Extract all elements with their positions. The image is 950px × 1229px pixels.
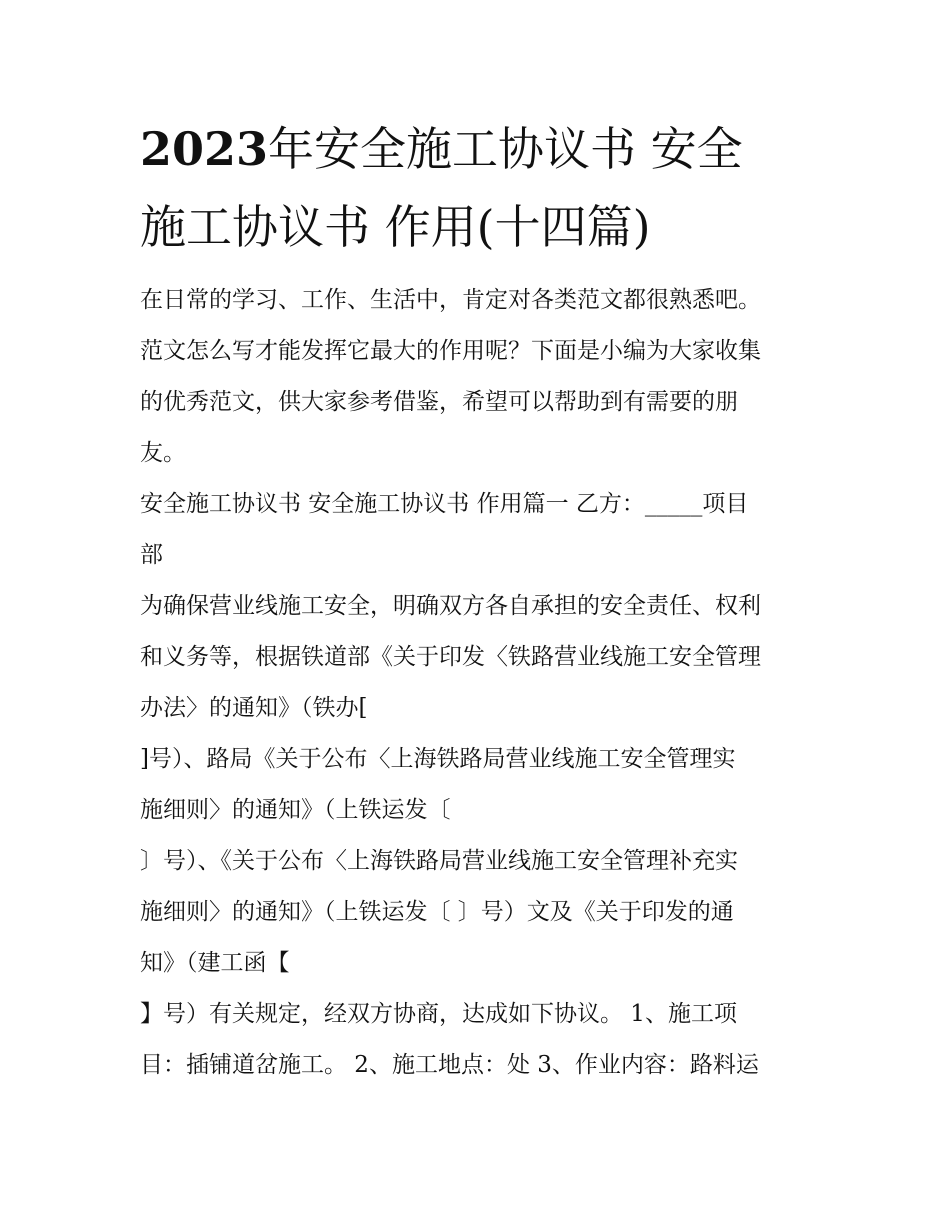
- title-line: [140, 117, 743, 195]
- body-line: 和义务等，根据铁道部《关于印发〈铁路营业线施工安全管理: [140, 644, 761, 670]
- body-line: 在日常的学习、工作、生活中，肯定对各类范文都很熟悉吧。: [140, 287, 761, 313]
- body-line: 部: [140, 542, 163, 568]
- title-line: [140, 195, 743, 273]
- body-line: 目：插铺道岔施工。 2、施工地点：处 3、作业内容：路料运: [140, 1052, 759, 1078]
- title-text: 施工协议书 作用(十四篇): [140, 200, 651, 254]
- body-line: 办法〉的通知》（铁办[: [140, 695, 368, 721]
- body-line: ]号）、路局《关于公布〈上海铁路局营业线施工安全管理实: [140, 746, 736, 772]
- document-body: [140, 275, 830, 1091]
- body-line: 为确保营业线施工安全，明确双方各自承担的安全责任、权利: [140, 593, 761, 619]
- body-line: 施细则〉的通知》（上铁运发〔: [140, 797, 451, 823]
- body-line: 】号）有关规定，经双方协商，达成如下协议。 1、施工项: [140, 1001, 737, 1027]
- title-year: 2023: [140, 122, 269, 176]
- title-text: 年安全施工协议书 安全: [268, 122, 743, 176]
- body-line: 知》（建工函【: [140, 950, 290, 976]
- body-line: 范文怎么写才能发挥它最大的作用呢？下面是小编为大家收集: [140, 338, 761, 364]
- body-line: 〕号）、《关于公布〈上海铁路局营业线施工安全管理补充实: [140, 848, 738, 874]
- body-line: 的优秀范文，供大家参考借鉴，希望可以帮助到有需要的朋: [140, 389, 738, 415]
- body-line: 友。: [140, 440, 186, 466]
- body-line: 施细则〉的通知》（上铁运发〔 〕号）文及《关于印发的通: [140, 899, 734, 925]
- body-line: 安全施工协议书 安全施工协议书 作用篇一 乙方：_____项目: [140, 491, 749, 517]
- document-title: [140, 117, 743, 273]
